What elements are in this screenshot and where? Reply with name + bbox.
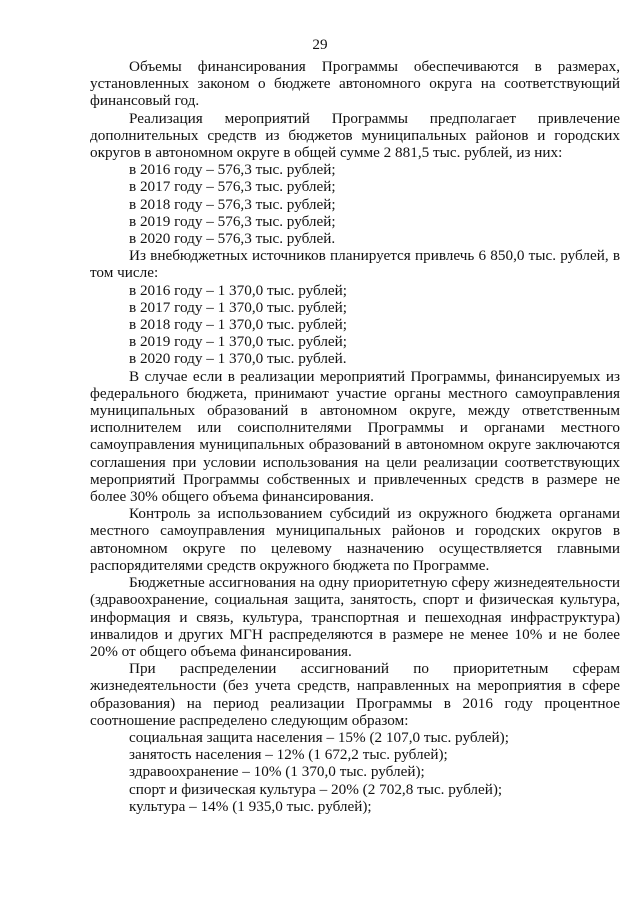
paragraph-subsidy-control: Контроль за использованием субсидий из окружного бюджета органами местного самоуправления муниципальных районов и городских округов в автономном округе по целевому назначению осуществляется главными распорядителями средств окружного бюджета по Программе. [90, 505, 620, 574]
paragraph-distribution: При распределении ассигнований по приоритетным сферам жизнедеятельности (без учета средств, направленных на мероприятия в сфере образования) на период реализации Программы в 2016 году процентное соотношение распределено следующим образом: [90, 660, 620, 729]
paragraph-federal-budget: В случае если в реализации мероприятий Программы, финансируемых из федерального бюджета, принимают участие органы местного самоуправления муниципальных образований в автономном округе, между ответственным исполнителем или соисполнителями Программы и органами местного самоуправления муниципальных образований в автономном округе заключаются соглашения при условии использования на цели реализации соответствующих мероприятий Программы собственных и привлеченных средств в размере не более 30% общего объема финансирования. [90, 367, 620, 506]
list-item: в 2020 году – 1 370,0 тыс. рублей. [129, 350, 347, 368]
list-item: в 2016 году – 576,3 тыс. рублей; [129, 161, 336, 179]
list-item: в 2019 году – 1 370,0 тыс. рублей; [129, 333, 347, 351]
list-item: в 2017 году – 576,3 тыс. рублей; [129, 178, 336, 196]
paragraph-municipal-funding: Реализация мероприятий Программы предполагает привлечение дополнительных средств из бюджетов муниципальных районов и городских округов в автономном округе в общей сумме 2 881,5 тыс. рублей, из них: [90, 109, 620, 162]
list-item: здравоохранение – 10% (1 370,0 тыс. рублей); [129, 763, 425, 781]
list-item: в 2016 году – 1 370,0 тыс. рублей; [129, 281, 347, 299]
extrabudgetary-funding-list [90, 282, 620, 368]
distribution-list [90, 729, 620, 815]
page-number: 29 [312, 36, 328, 53]
paragraph-funding-volume: Объемы финансирования Программы обеспечиваются в размерах, установленных законом о бюджете автономного округа на соответствующий финансовый год. [90, 58, 620, 110]
paragraph-budget-allocations: Бюджетные ассигнования на одну приоритетную сферу жизнедеятельности (здравоохранение, социальная защита, занятость, спорт и физическая культура, информация и связь, культура, транспортная и пешеходная инфраструктура) инвалидов и других МГН распределяются в размере не менее 10% и не более 20% от общего объема финансирования. [90, 574, 620, 660]
document-body [90, 58, 620, 815]
list-item: культура – 14% (1 935,0 тыс. рублей); [129, 797, 372, 815]
list-item: в 2017 году – 1 370,0 тыс. рублей; [129, 298, 347, 316]
list-item: в 2018 году – 576,3 тыс. рублей; [129, 195, 336, 213]
list-item: спорт и физическая культура – 20% (2 702,8 тыс. рублей); [129, 780, 503, 798]
list-item: в 2020 году – 576,3 тыс. рублей. [129, 230, 336, 248]
list-item: в 2019 году – 576,3 тыс. рублей; [129, 212, 336, 230]
list-item: занятость населения – 12% (1 672,2 тыс. рублей); [129, 746, 448, 764]
paragraph-extrabudgetary: Из внебюджетных источников планируется привлечь 6 850,0 тыс. рублей, в том числе: [90, 247, 620, 282]
list-item: в 2018 году – 1 370,0 тыс. рублей; [129, 316, 347, 334]
list-item: социальная защита населения – 15% (2 107,0 тыс. рублей); [129, 728, 509, 746]
municipal-funding-list [90, 161, 620, 247]
